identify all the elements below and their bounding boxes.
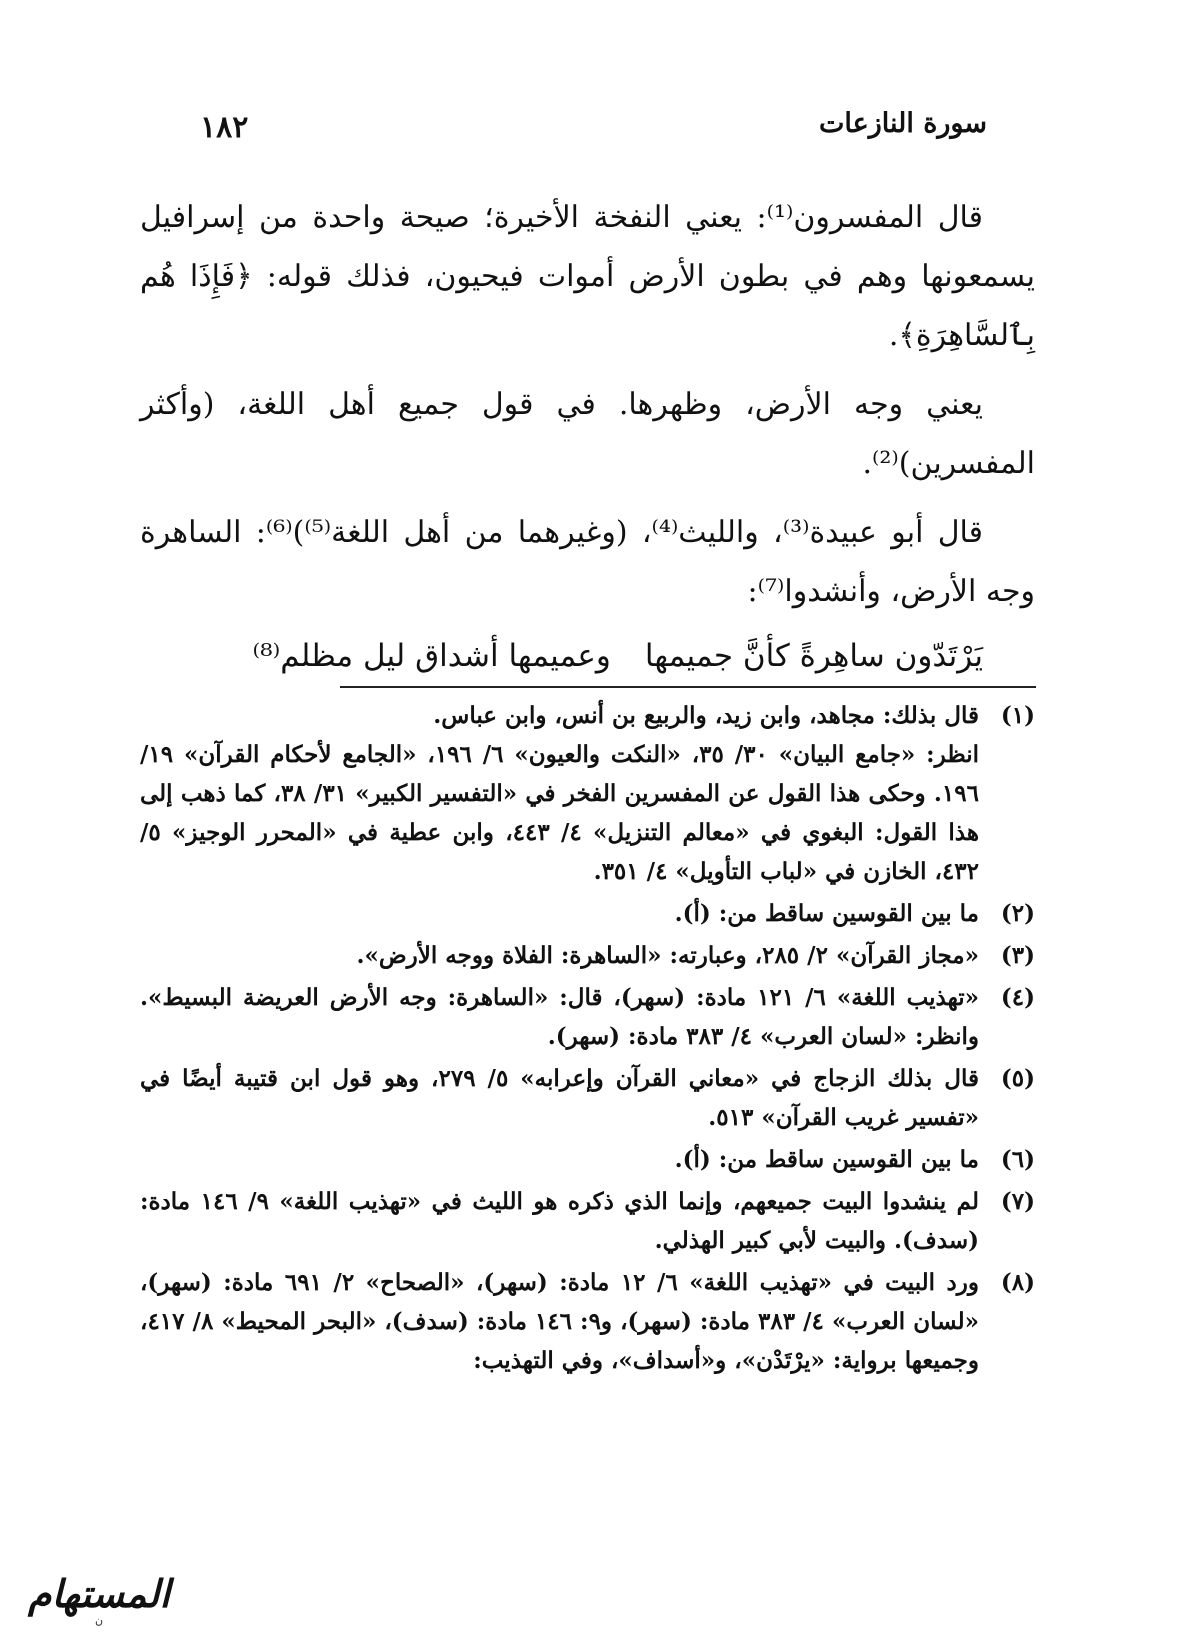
- footnote-text: انظر: «جامع البيان» ٣٠/ ٣٥، «النكت والعيون» ٦/ ١٩٦، «الجامع لأحكام القرآن» ١٩/ ١٩٦. وحكى هذا القول عن المفسرين الفخر في «التفسير الكبير» ٣١/ ٣٨، كما ذهب إلى هذا القول: البغوي في «معالم التنزيل» ٤/ ٤٤٣، وابن عطية في «المحرر الوجيز» ٥/ ٤٣٢، الخازن في «لباب التأويل» ٤/ ٣٥١.: [140, 741, 979, 885]
- footnote-text: قال بذلك: مجاهد، وابن زيد، والربيع بن أنس، وابن عباس.: [433, 702, 979, 729]
- verse-second-hemistich: وعميمها أشداق ليل مظلم⁽⁸⁾: [252, 638, 611, 674]
- footnote-number: (٦): [1000, 1146, 1035, 1173]
- footnote-text: لم ينشدوا البيت جميعهم، وإنما الذي ذكره هو الليث في «تهذيب اللغة» ٩/ ١٤٦ مادة: (سدف). والبيت لأبي كبير الهذلي.: [140, 1188, 979, 1254]
- footnote: [140, 696, 1035, 891]
- logo-subtitle: ن: [94, 1614, 104, 1627]
- paragraph-3: قال أبو عبيدة⁽³⁾، والليث⁽⁴⁾، (وغيرهما من أهل اللغة⁽⁵⁾)⁽⁶⁾: الساهرة وجه الأرض، وأنشدوا⁽⁷⁾:: [140, 515, 1035, 609]
- footnote-number: (١): [1000, 702, 1035, 729]
- page-header: [200, 108, 987, 152]
- footnote-text: قال بذلك الزجاج في «معاني القرآن وإعرابه» ٥/ ٢٧٩، وهو قول ابن قتيبة أيضًا في «تفسير غريب القرآن» ٥١٣.: [140, 1065, 979, 1131]
- chapter-title: سورة النازعات: [818, 108, 987, 139]
- page-number: ١٨٢: [200, 110, 249, 145]
- footnote: [140, 894, 1035, 933]
- footnote-text: ما بين القوسين ساقط من: (أ).: [674, 900, 979, 927]
- footnote-text: ورد البيت في «تهذيب اللغة» ٦/ ١٢ مادة: (سهر)، «الصحاح» ٢/ ٦٩١ مادة: (سهر)، «لسان العرب» ٤/ ٣٨٣ مادة: (سهر)، و٩: ١٤٦ مادة: (سدف)، «البحر المحيط» ٨/ ٤١٧، وجميعها برواية: «يرْتَدْن»، و«أسداف»، وفي التهذيب:: [140, 1269, 980, 1374]
- main-text: [140, 188, 1035, 686]
- footnote-number: (٢): [1000, 900, 1035, 927]
- footnotes: [140, 696, 1035, 1383]
- footnote: [140, 1140, 1035, 1179]
- footnote: [140, 936, 1035, 975]
- footnote: [140, 1263, 1035, 1380]
- footnote-number: (٨): [1000, 1269, 1035, 1296]
- footnote-text: «تهذيب اللغة» ٦/ ١٢١ مادة: (سهر)، قال: «الساهرة: وجه الأرض العريضة البسيط». وانظر: «لسان العرب» ٤/ ٣٨٣ مادة: (سهر).: [140, 984, 980, 1050]
- paragraph-2: يعني وجه الأرض، وظهرها. في قول جميع أهل اللغة، (وأكثر المفسرين)⁽²⁾.: [140, 387, 1035, 481]
- footnote-number: (٣): [1000, 942, 1035, 969]
- footnote: [140, 1059, 1035, 1137]
- footnote-text: «مجاز القرآن» ٢/ ٢٨٥، وعبارته: «الساهرة: الفلاة ووجه الأرض».: [356, 942, 979, 969]
- poetry-verse: [140, 627, 1035, 686]
- footnote: [140, 978, 1035, 1056]
- footnote-number: (٤): [1000, 984, 1035, 1011]
- watermark-logo: [14, 1571, 184, 1638]
- footnote: [140, 1182, 1035, 1260]
- paragraph-1: قال المفسرون⁽¹⁾: يعني النفخة الأخيرة؛ صيحة واحدة من إسرافيل يسمعونها وهم في بطون الأرض أموات فيحيون، فذلك قوله: ﴿فَإِذَا هُم بِٱلسَّاهِرَةِ﴾.: [140, 200, 1035, 353]
- footnote-number: (٧): [1000, 1188, 1035, 1215]
- footnote-number: (٥): [1000, 1065, 1035, 1092]
- footnote-separator: [340, 686, 1036, 688]
- verse-first-hemistich: يَرْتَدّون ساهِرةً كأنَّ جميمها: [644, 638, 983, 674]
- footnote-text: ما بين القوسين ساقط من: (أ).: [674, 1146, 979, 1173]
- logo-word: المستهام: [27, 1571, 171, 1616]
